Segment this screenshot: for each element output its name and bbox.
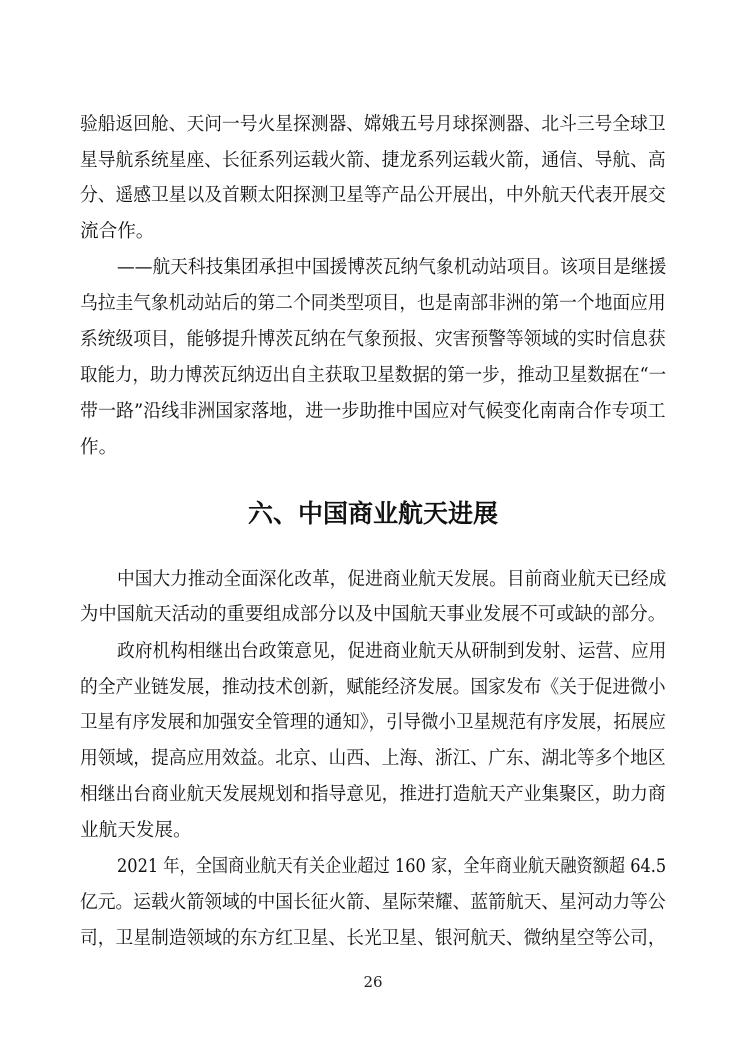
- paragraph-line: 取能力，助力博茨瓦纳迈出自主获取卫星数据的第一步，推动卫星数据在“一: [80, 365, 667, 386]
- page-number: 26: [363, 973, 383, 991]
- paragraph-line: ——航天科技集团承担中国援博茨瓦纳气象机动站项目。该项目是继援: [117, 257, 667, 278]
- paragraph-line: 用领域，提高应用效益。北京、山西、上海、浙江、广东、湖北等多个地区: [80, 748, 666, 769]
- paragraph-line: 2021 年，全国商业航天有关企业超过 160 家，全年商业航天融资额超 64.5: [117, 856, 667, 877]
- paragraph-line: 的全产业链发展，推动技术创新，赋能经济发展。国家发布《关于促进微小: [80, 677, 666, 698]
- paragraph-line: 司，卫星制造领域的东方红卫星、长光卫星、银河航天、微纳星空等公司，: [80, 928, 666, 949]
- paragraph-line: 作。: [80, 437, 118, 458]
- paragraph-line: 为中国航天活动的重要组成部分以及中国航天事业发展不可或缺的部分。: [80, 604, 667, 625]
- paragraph-line: 流合作。: [80, 221, 155, 242]
- paragraph-line: 星导航系统星座、长征系列运载火箭、捷龙系列运载火箭，通信、导航、高: [80, 150, 666, 171]
- paragraph-line: 卫星有序发展和加强安全管理的通知》，引导微小卫星规范有序发展，拓展应: [80, 712, 666, 733]
- paragraph-line: 中国大力推动全面深化改革，促进商业航天发展。目前商业航天已经成: [117, 569, 667, 590]
- paragraph-line: 验船返回舱、天问一号火星探测器、嫦娥五号月球探测器、北斗三号全球卫: [80, 114, 666, 135]
- paragraph-line: 相继出台商业航天发展规划和指导意见，推进打造航天产业集聚区，助力商: [80, 784, 666, 805]
- paragraph-line: 分、遥感卫星以及首颗太阳探测卫星等产品公开展出，中外航天代表开展交: [80, 185, 666, 206]
- section-heading: 六、中国商业航天进展: [247, 499, 498, 528]
- paragraph-line: 乌拉圭气象机动站后的第二个同类型项目，也是南部非洲的第一个地面应用: [80, 293, 666, 314]
- paragraph-line: 亿元。运载火箭领域的中国长征火箭、星际荣耀、蓝箭航天、星河动力等公: [80, 892, 666, 913]
- paragraph-line: 带一路”沿线非洲国家落地，进一步助推中国应对气候变化南南合作专项工: [80, 401, 666, 422]
- paragraph-line: 政府机构相继出台政策意见，促进商业航天从研制到发射、运营、应用: [117, 641, 667, 662]
- paragraph-line: 业航天发展。: [80, 820, 192, 841]
- paragraph-line: 系统级项目，能够提升博茨瓦纳在气象预报、灾害预警等领域的实时信息获: [80, 329, 666, 350]
